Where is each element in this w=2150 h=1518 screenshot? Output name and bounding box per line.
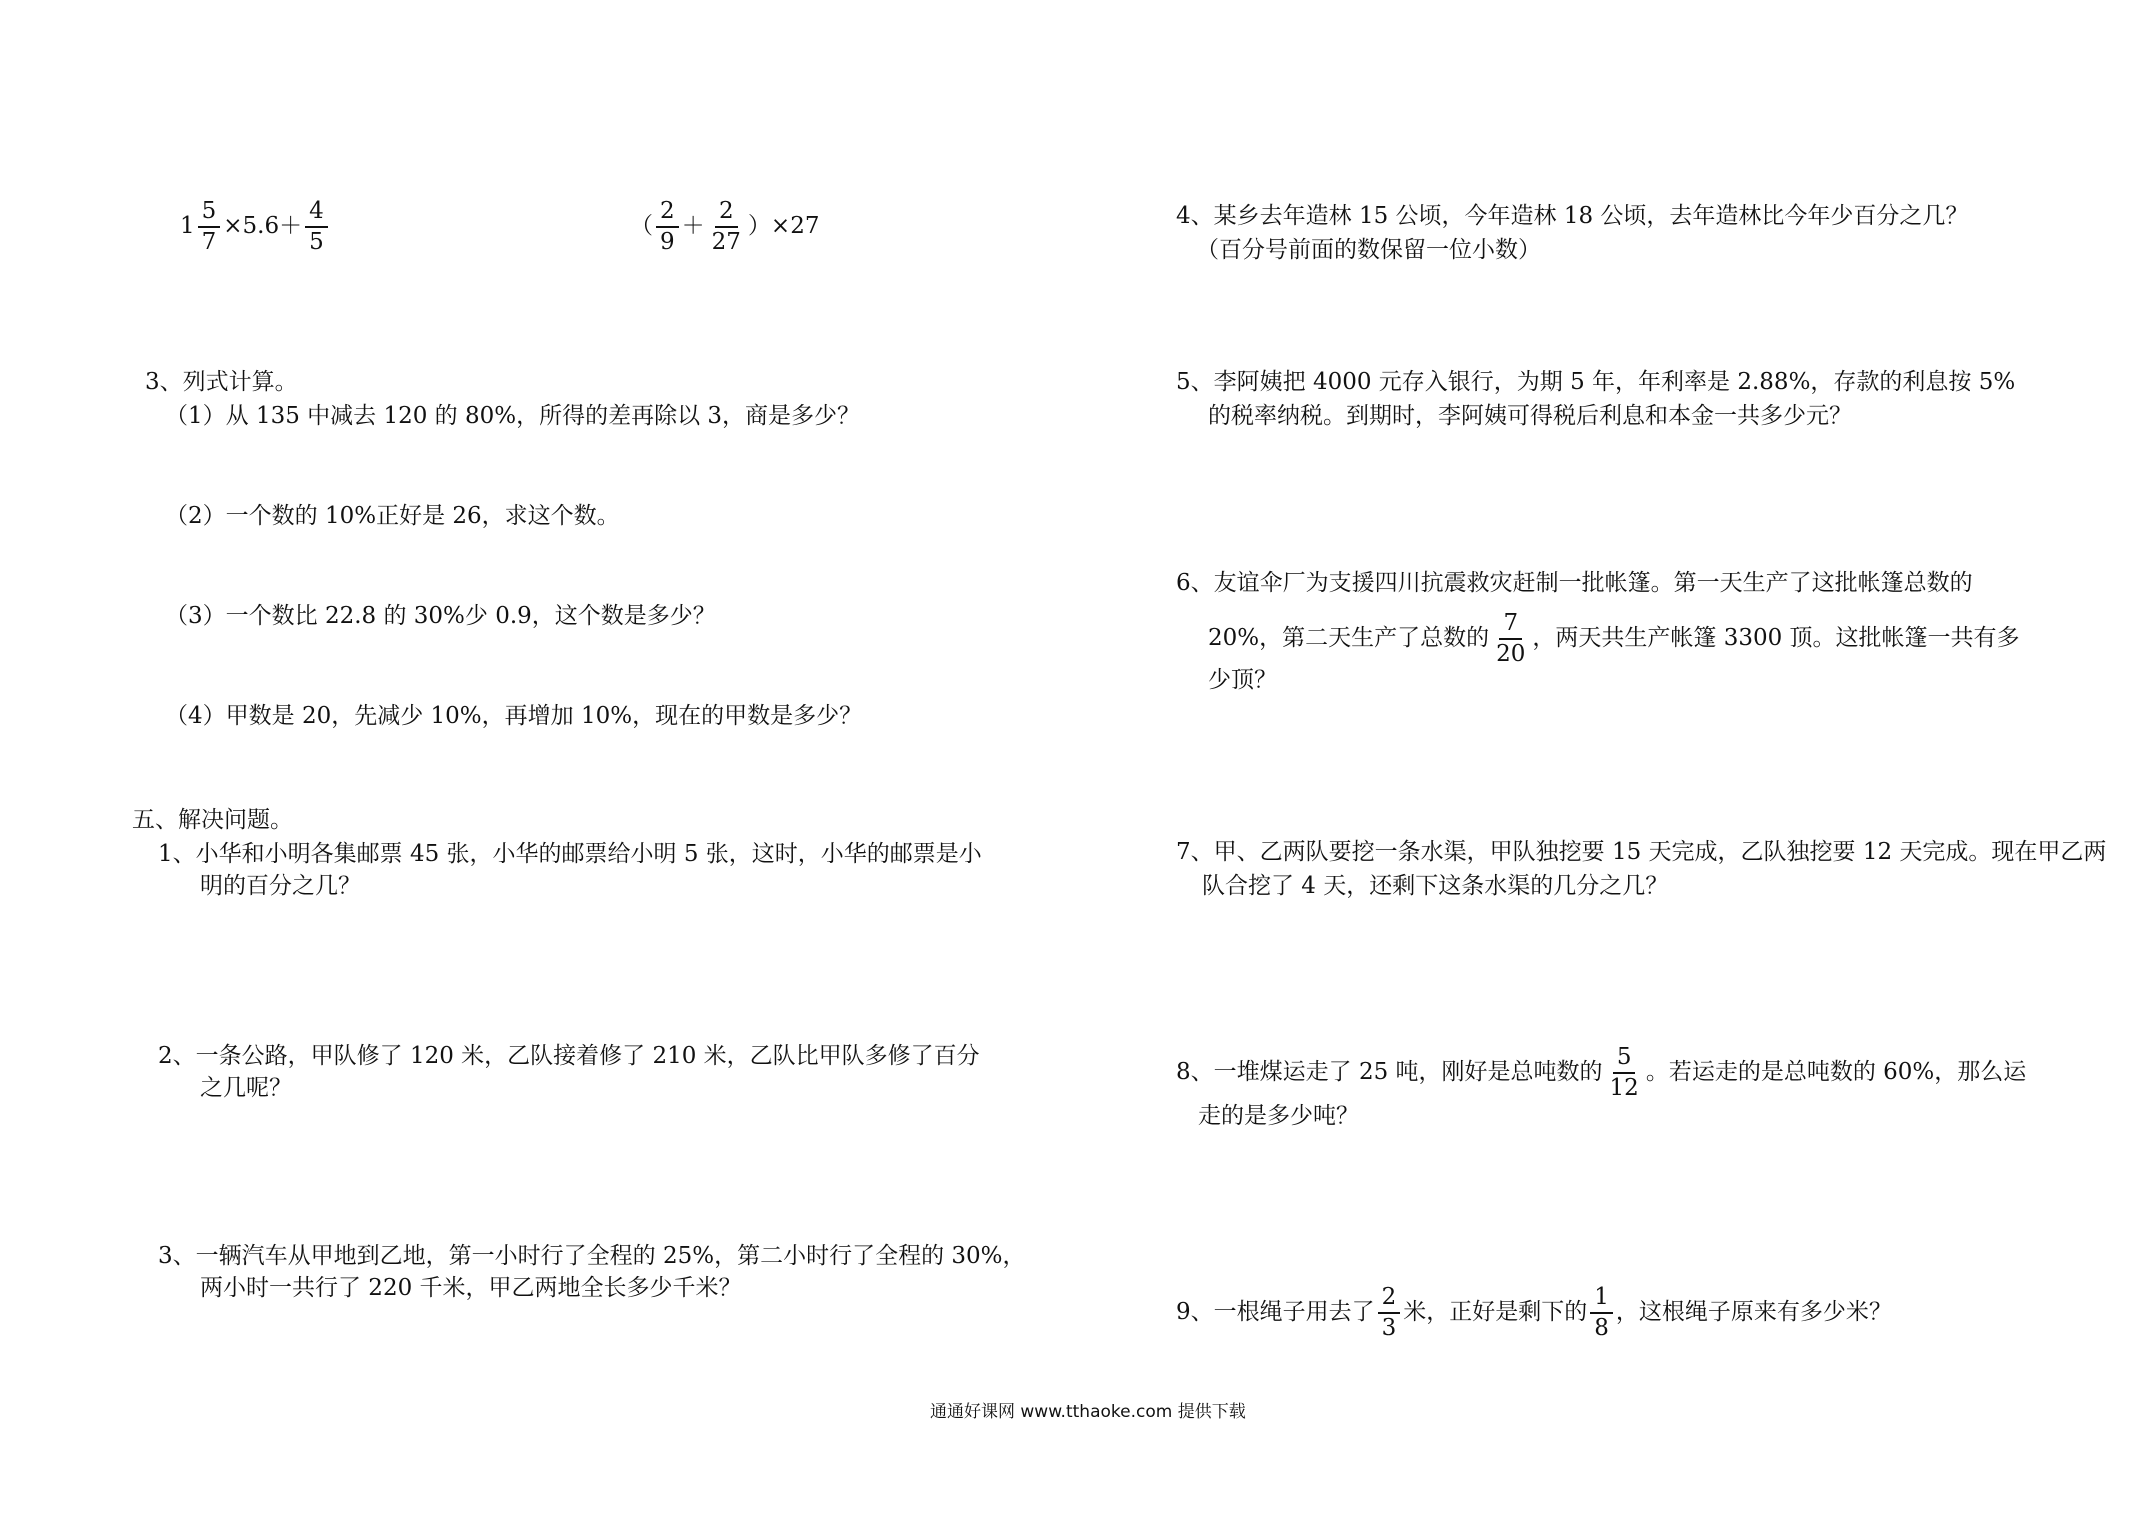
fraction-2-9: $\frac{2}{9}$ [656,200,679,254]
section3-question-3: （3）一个数比 22.8 的 30%少 0.9，这个数是多少？ [165,603,716,629]
problem-2-line-2: 之几呢？ [200,1075,292,1101]
fraction-2-27: $\frac{2}{27}$ [711,198,741,255]
problem-1-line-2: 明的百分之几？ [200,873,361,899]
problem-6-line-1: 6、友谊伞厂为支援四川抗震救灾赶制一批帐篷。第一天生产了这批帐篷总数的 [1176,570,1973,596]
section5-heading: 五、解决问题。 [132,807,293,833]
fraction-5-7: $\frac{5}{7}$ [198,200,221,254]
problem-4-line-2: （百分号前面的数保留一位小数） [1196,237,1541,263]
expression-operator: ×5.6＋ [223,213,303,239]
mixed-number-whole: 1 [180,213,195,239]
fraction-1-8: $\frac{1}{8}$ [1590,1286,1613,1340]
footer-text: 通通好课网 www.tthaoke.com 提供下载 [930,1402,1246,1422]
fraction-4-5: $\frac{4}{5}$ [305,200,328,254]
problem-5-line-1: 5、李阿姨把 4000 元存入银行，为期 5 年，年利率是 2.88%，存款的利息按 5% [1176,369,2016,395]
problem-7-line-1: 7、甲、乙两队要挖一条水渠，甲队独挖要 15 天完成，乙队独挖要 12 天完成。现在甲乙两 [1176,839,2107,865]
problem-7-line-2: 队合挖了 4 天，还剩下这条水渠的几分之几？ [1202,873,1669,899]
problem-8-line-2: 走的是多少吨？ [1198,1103,1359,1129]
problem-5-line-2: 的税率纳税。到期时，李阿姨可得税后利息和本金一共多少元？ [1208,403,1852,429]
problem-4-line-1: 4、某乡去年造林 15 公顷，今年造林 18 公顷，去年造林比今年少百分之几？ [1176,203,1969,229]
fraction-7-20: $\frac{7}{20}$ [1496,610,1526,667]
problem-6-line-2: 20%，第二天生产了总数的 $\frac{7}{20}$ ，两天共生产帐篷 3300 顶。这批帐篷一共有多 [1208,610,2020,667]
section3-heading: 3、列式计算。 [145,369,298,395]
problem-2-line-1: 2、一条公路，甲队修了 120 米，乙队接着修了 210 米，乙队比甲队多修了百分 [158,1043,980,1069]
problem-3-line-1: 3、一辆汽车从甲地到乙地，第一小时行了全程的 25%，第二小时行了全程的 30%， [158,1243,1026,1269]
section3-question-4: （4）甲数是 20，先减少 10%，再增加 10%，现在的甲数是多少？ [165,703,863,729]
problem-1-line-1: 1、小华和小明各集邮票 45 张，小华的邮票给小明 5 张，这时，小华的邮票是小 [158,841,982,867]
section3-question-2: （2）一个数的 10%正好是 26，求这个数。 [165,503,620,529]
section3-question-1: （1）从 135 中减去 120 的 80%，所得的差再除以 3，商是多少？ [165,403,861,429]
problem-9: 9、一根绳子用去了 $\frac{2}{3}$ 米，正好是剩下的 $\frac{1}{8}$ ，这根绳子原来有多少米？ [1176,1284,1892,1341]
problem-6-line-3: 少顶？ [1208,667,1277,693]
fraction-2-3: $\frac{2}{3}$ [1378,1286,1401,1340]
problem-3-line-2: 两小时一共行了 220 千米，甲乙两地全长多少千米？ [200,1275,742,1301]
expression-1 [180,200,331,254]
fraction-5-12: $\frac{5}{12}$ [1609,1044,1639,1101]
problem-8-line-1: 8、一堆煤运走了 25 吨，刚好是总吨数的 $\frac{5}{12}$ 。若运走的是总吨数的 60%，那么运 [1176,1044,2027,1101]
expression-2: （ $\frac{2}{9}$ ＋ $\frac{2}{27}$ ）×27 [630,198,820,255]
